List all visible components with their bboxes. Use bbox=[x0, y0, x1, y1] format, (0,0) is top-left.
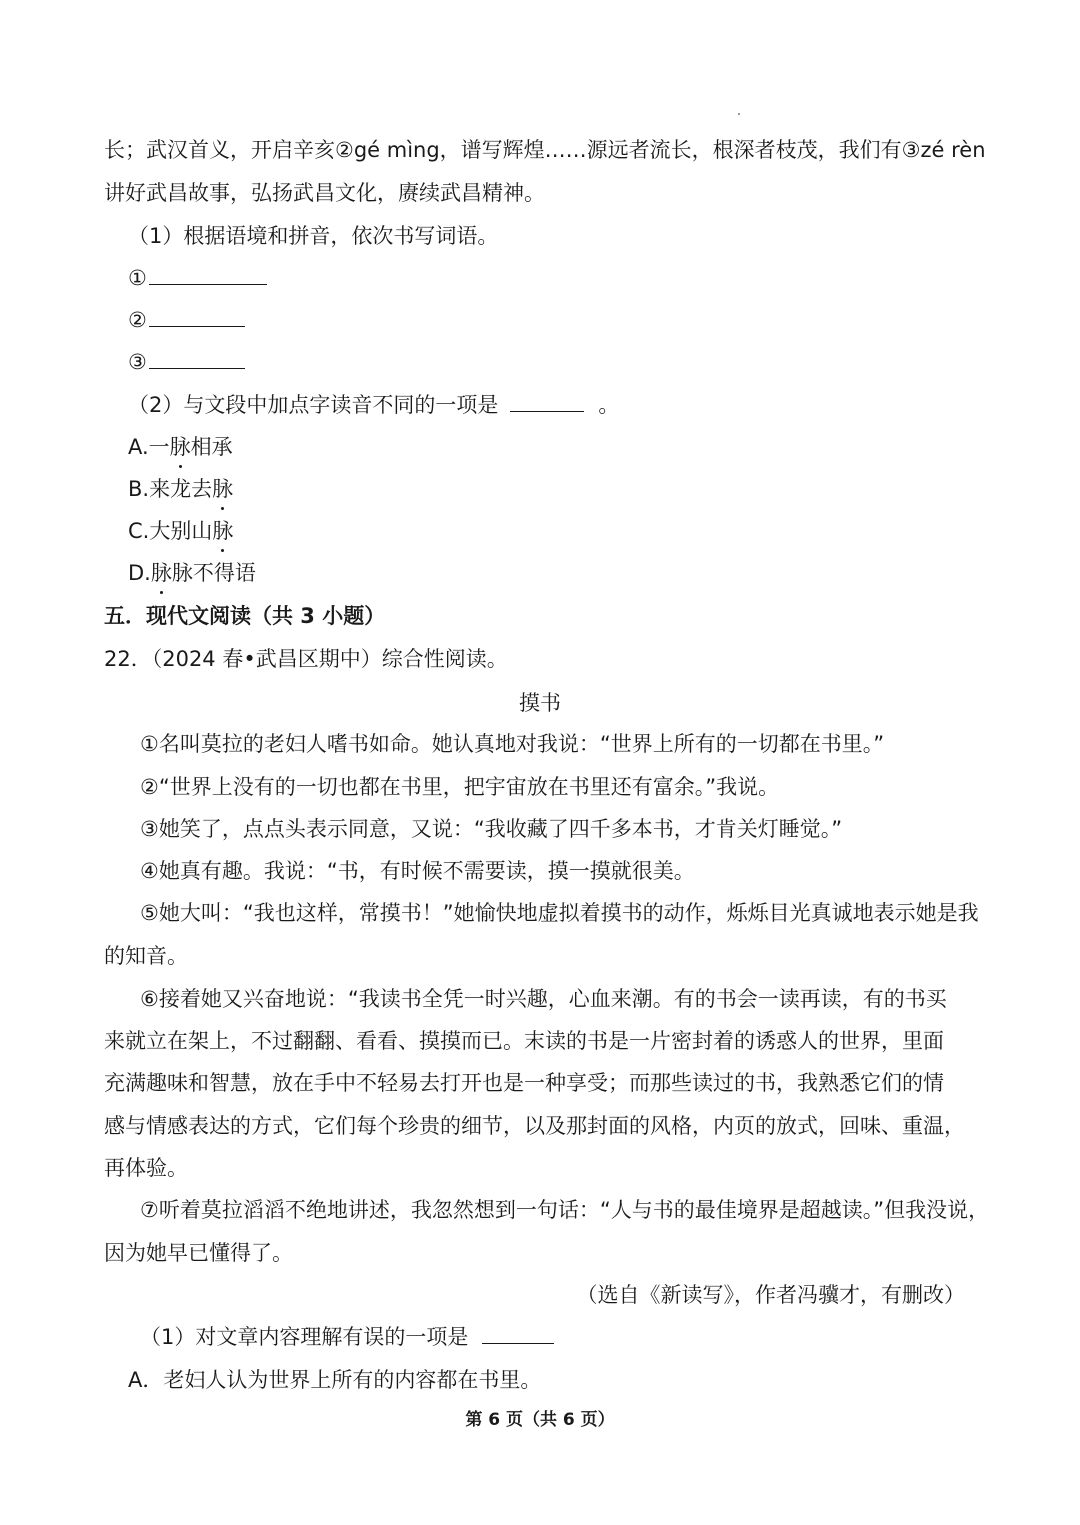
q22-1-option-a: A．老妇人认为世界上所有的内容都在书里。 bbox=[128, 1368, 542, 1392]
article-line: ⑤她大叫：“我也这样，常摸书！”她愉快地虚拟着摸书的动作，烁烁目光真诚地表示她是我 bbox=[140, 901, 979, 925]
q22-1-answer-blank[interactable] bbox=[482, 1323, 554, 1344]
article-line: ⑦听着莫拉滔滔不绝地讲述，我忽然想到一句话：“人与书的最佳境界是超越读。”但我没说， bbox=[140, 1198, 990, 1222]
q2-option-b-dotted-char: 脉 bbox=[212, 477, 234, 501]
q2-option-d bbox=[128, 559, 256, 587]
article-line: 充满趣味和智慧，放在手中不轻易去打开也是一种享受；而那些读过的书，我熟悉它们的情 bbox=[104, 1071, 944, 1095]
q1-marker-3: ③ bbox=[128, 350, 147, 374]
q2-answer-blank[interactable] bbox=[510, 391, 584, 412]
q2-prompt-text: （2）与文段中加点字读音不同的一项是 bbox=[128, 393, 499, 417]
q2-option-c bbox=[128, 517, 233, 545]
q2-option-b-prefix: B.来龙去 bbox=[128, 477, 213, 501]
article-line: 再体验。 bbox=[104, 1156, 188, 1180]
page-footer: 第 6 页（共 6 页） bbox=[465, 1410, 615, 1430]
section-5-heading: 五．现代文阅读（共 3 小题） bbox=[104, 604, 386, 628]
q2-option-c-prefix: C.大别山 bbox=[128, 519, 213, 543]
article-line: ①名叫莫拉的老妇人嗜书如命。她认真地对我说：“世界上所有的一切都在书里。” bbox=[140, 732, 885, 756]
q1-marker-2: ② bbox=[128, 308, 147, 332]
article-title: 摸书 bbox=[519, 691, 561, 715]
q1-answer-2 bbox=[128, 306, 245, 334]
q1-answer-3 bbox=[128, 348, 245, 376]
q2-option-a bbox=[128, 433, 233, 461]
q22-1-prompt bbox=[140, 1323, 554, 1351]
q2-option-b bbox=[128, 475, 233, 503]
q1-blank-2[interactable] bbox=[149, 306, 245, 327]
article-line: 因为她早已懂得了。 bbox=[104, 1241, 293, 1265]
intro-line-1: 长；武汉首义，开启辛亥②gé mìng，谱写辉煌……源远者流长，根深者枝茂，我们有③zé rèn bbox=[104, 138, 986, 162]
q1-blank-3[interactable] bbox=[149, 348, 245, 369]
article-line: 感与情感表达的方式，它们每个珍贵的细节，以及那封面的风格，内页的放式，回味、重温， bbox=[104, 1114, 965, 1138]
q2-option-d-dotted-char: 脉 bbox=[150, 561, 172, 585]
q22-1-prompt-text: （1）对文章内容理解有误的一项是 bbox=[140, 1325, 469, 1349]
article-line: ③她笑了，点点头表示同意，又说：“我收藏了四千多本书，才肯关灯睡觉。” bbox=[140, 817, 843, 841]
q2-option-a-prefix: A.一 bbox=[128, 435, 170, 459]
q2-prompt-end: 。 bbox=[598, 393, 620, 417]
article-line: 来就立在架上，不过翻翻、看看、摸摸而已。末读的书是一片密封着的诱惑人的世界，里面 bbox=[104, 1029, 944, 1053]
article-line: ②“世界上没有的一切也都在书里，把宇宙放在书里还有富余。”我说。 bbox=[140, 775, 780, 799]
article-line: 的知音。 bbox=[104, 944, 188, 968]
q1-blank-1[interactable] bbox=[149, 264, 267, 285]
q22-header: 22．（2024 春•武昌区期中）综合性阅读。 bbox=[104, 647, 508, 671]
q2-option-d-suffix: 脉不得语 bbox=[171, 561, 256, 585]
q1-prompt: （1）根据语境和拼音，依次书写词语。 bbox=[128, 224, 499, 248]
q2-option-c-dotted-char: 脉 bbox=[212, 519, 234, 543]
article-line: ④她真有趣。我说：“书，有时候不需要读，摸一摸就很美。 bbox=[140, 859, 695, 883]
q2-option-d-prefix: D. bbox=[128, 561, 151, 585]
scan-speck bbox=[738, 113, 740, 115]
q1-answer-1 bbox=[128, 264, 267, 292]
q1-marker-1: ① bbox=[128, 266, 147, 290]
q2-option-a-dotted-char: 脉 bbox=[169, 435, 191, 459]
article-source: （选自《新读写》，作者冯骥才，有删改） bbox=[576, 1283, 965, 1307]
q2-option-a-suffix: 相承 bbox=[190, 435, 233, 459]
q2-prompt bbox=[128, 391, 619, 419]
article-line: ⑥接着她又兴奋地说：“我读书全凭一时兴趣，心血来潮。有的书会一读再读，有的书买 bbox=[140, 987, 947, 1011]
intro-line-2: 讲好武昌故事，弘扬武昌文化，赓续武昌精神。 bbox=[104, 181, 545, 205]
